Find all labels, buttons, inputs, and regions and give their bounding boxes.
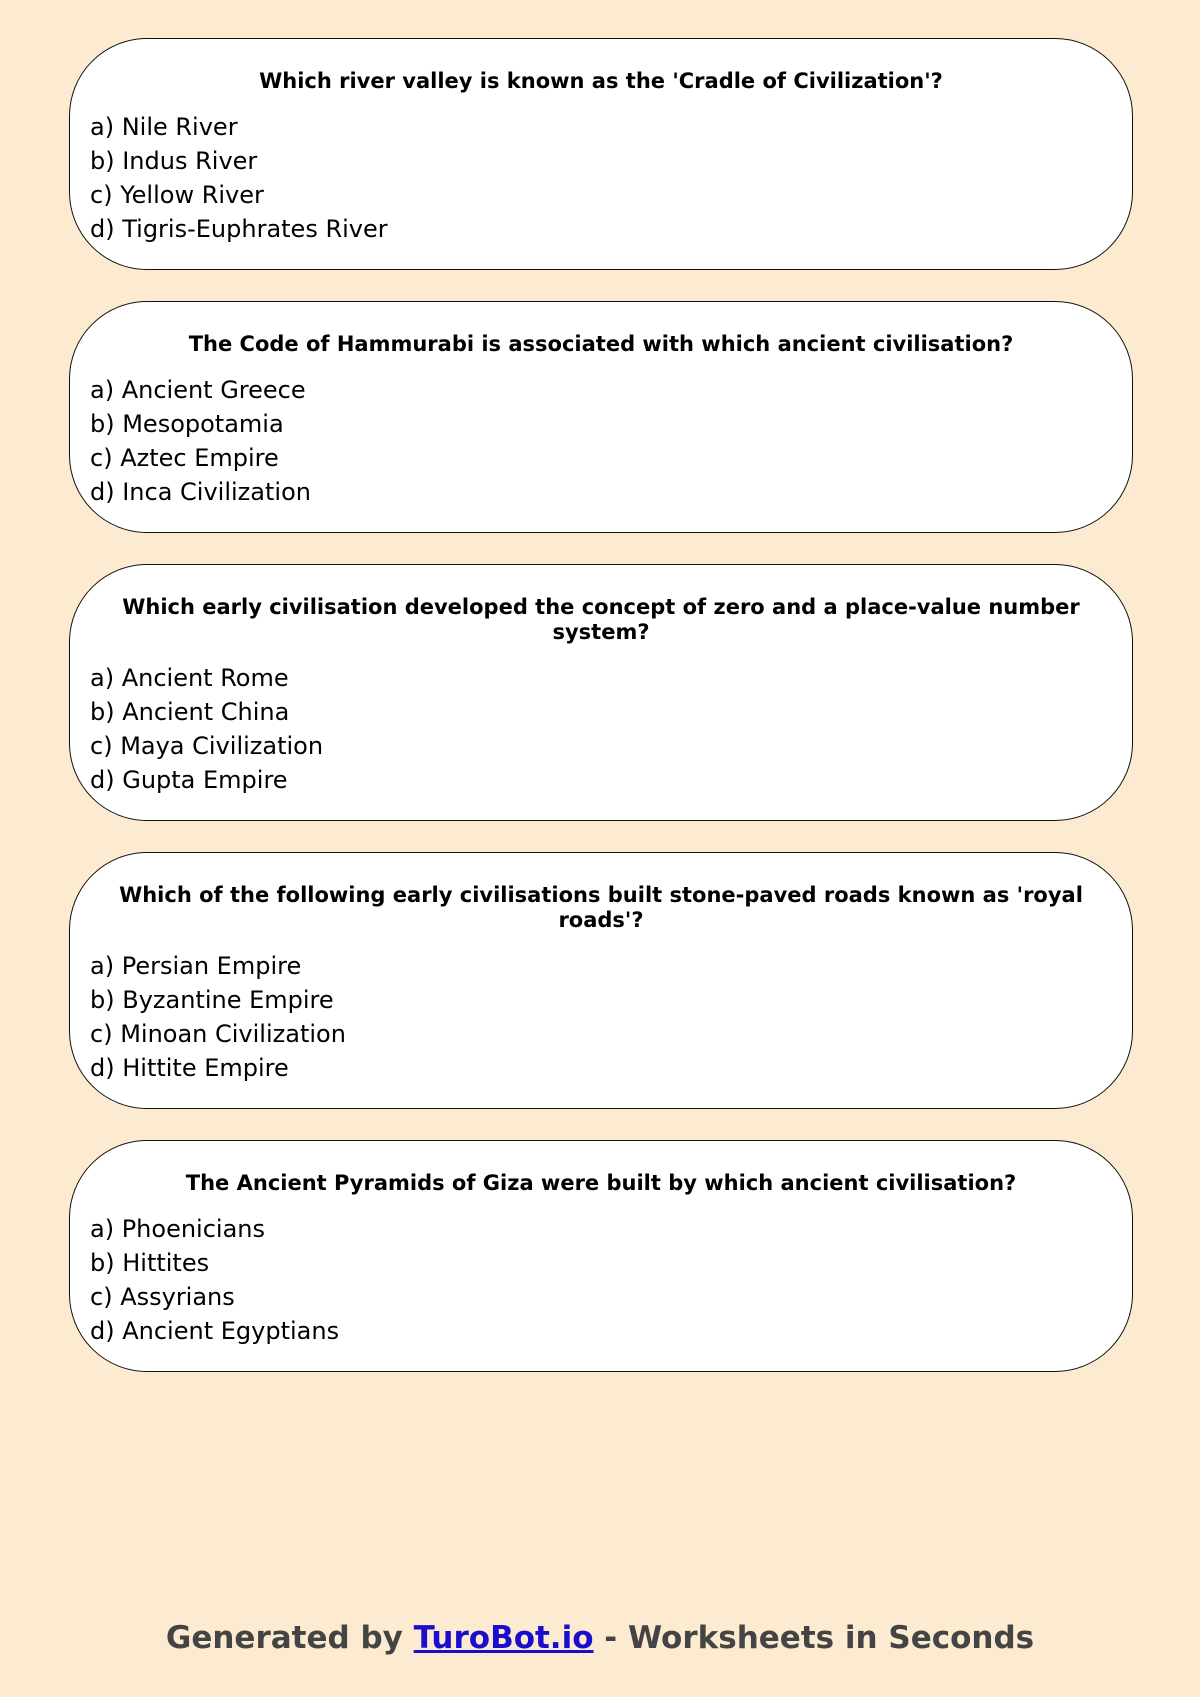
option-list (90, 373, 1112, 509)
option-a: a) Ancient Greece (90, 376, 306, 404)
option-c: c) Assyrians (90, 1283, 235, 1311)
option-list (90, 949, 1112, 1085)
option-a: a) Ancient Rome (90, 664, 289, 692)
option-c: c) Minoan Civilization (90, 1020, 346, 1048)
question-text: The Ancient Pyramids of Giza were built by which ancient civilisation? (185, 1171, 1017, 1195)
footer-prefix: Generated by (165, 1620, 414, 1656)
question-card (69, 1140, 1133, 1372)
option-list (90, 110, 1112, 246)
footer-suffix: - Worksheets in Seconds (593, 1620, 1035, 1656)
question-card (69, 301, 1133, 533)
option-c: c) Maya Civilization (90, 732, 324, 760)
question-text: The Code of Hammurabi is associated with which ancient civilisation? (188, 332, 1014, 356)
question-text: Which of the following early civilisations built stone-paved roads known as 'royal roads'? (119, 883, 1083, 932)
option-c: c) Aztec Empire (90, 444, 279, 472)
option-a: a) Persian Empire (90, 952, 302, 980)
option-c: c) Yellow River (90, 181, 264, 209)
question-card (69, 38, 1133, 270)
question-text: Which river valley is known as the 'Cradle of Civilization'? (259, 69, 943, 93)
option-b: b) Ancient China (90, 698, 290, 726)
option-b: b) Hittites (90, 1249, 210, 1277)
option-list (90, 1212, 1112, 1348)
option-d: d) Ancient Egyptians (90, 1317, 340, 1345)
question-list (69, 38, 1133, 1403)
option-a: a) Phoenicians (90, 1215, 265, 1243)
option-d: d) Hittite Empire (90, 1054, 289, 1082)
option-d: d) Gupta Empire (90, 766, 288, 794)
question-card (69, 852, 1133, 1109)
option-list (90, 661, 1112, 797)
option-b: b) Indus River (90, 147, 258, 175)
option-b: b) Byzantine Empire (90, 986, 334, 1014)
question-card (69, 564, 1133, 821)
question-text: Which early civilisation developed the concept of zero and a place-value number system? (122, 595, 1080, 644)
option-d: d) Inca Civilization (90, 478, 311, 506)
option-a: a) Nile River (90, 113, 238, 141)
footer-credit (0, 1618, 1200, 1658)
turobot-link[interactable]: TuroBot.io (413, 1620, 594, 1656)
option-b: b) Mesopotamia (90, 410, 284, 438)
option-d: d) Tigris-Euphrates River (90, 215, 388, 243)
